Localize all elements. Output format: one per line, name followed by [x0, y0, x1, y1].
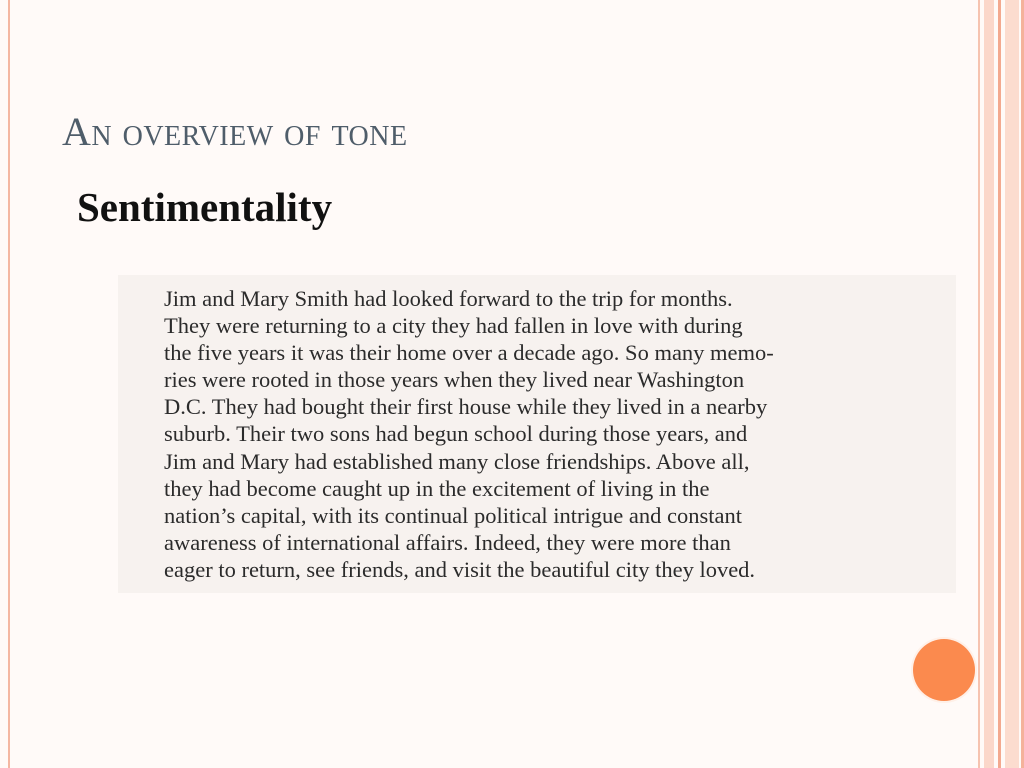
passage-image — [118, 275, 956, 593]
passage-line: Jim and Mary had established many close friendships. Above all, — [164, 448, 750, 474]
passage-line: awareness of international affairs. Indeed, they were more than — [164, 529, 731, 555]
stripe — [984, 0, 994, 768]
passage-line: ries were rooted in those years when they lived near Washington — [164, 367, 745, 393]
stripe — [978, 0, 980, 768]
slide-subtitle: Sentimentality — [77, 184, 333, 230]
passage-line: the five years it was their home over a decade ago. So many memo- — [164, 340, 774, 366]
passage-line: suburb. Their two sons had begun school during those years, and — [164, 421, 748, 447]
passage-line: eager to return, see friends, and visit the beautiful city they loved. — [164, 556, 756, 582]
stripe — [1005, 0, 1019, 768]
passage-line: They were returning to a city they had fallen in love with during — [164, 313, 743, 339]
orange-circle-decoration — [913, 639, 975, 701]
passage-line: Jim and Mary Smith had looked forward to the trip for months. — [164, 286, 733, 311]
right-decorative-stripes — [978, 0, 1024, 768]
passage-line: D.C. They had bought their first house while they lived in a nearby — [164, 394, 768, 420]
passage-line: nation’s capital, with its continual political intrigue and constant — [164, 502, 743, 528]
passage-text — [164, 285, 944, 583]
passage-line: they had become caught up in the excitement of living in the — [164, 475, 710, 501]
stripe — [998, 0, 1001, 768]
slide-title: An overview of tone — [62, 109, 408, 154]
left-border-line — [8, 0, 10, 768]
